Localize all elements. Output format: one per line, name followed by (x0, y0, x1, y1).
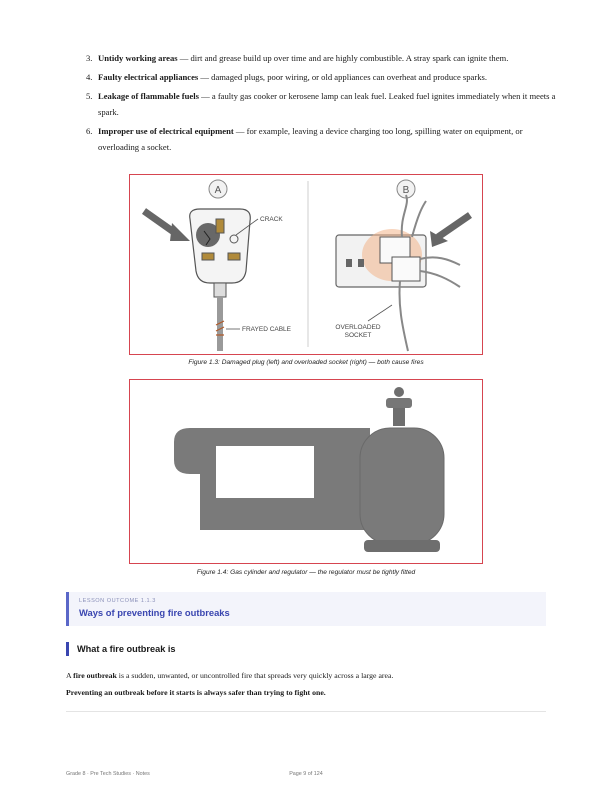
cylinder-neck (393, 408, 405, 426)
cylinder-base (364, 540, 440, 552)
cylinder-body (360, 428, 444, 544)
label-blank-panel (216, 446, 314, 498)
list-item (88, 50, 558, 66)
figure-plug-socket (129, 174, 483, 355)
overloaded-label-2: SOCKET (344, 332, 372, 339)
figure-caption: Figure 1.4: Gas cylinder and regulator — the regulator must be tightly fitted (196, 569, 416, 576)
crack-label: CRACK (260, 216, 283, 223)
list-text: — for example, leaving a device charging too long, spilling water on equipment, or overloading a socket. (98, 126, 523, 152)
plug-socket-illustration (130, 175, 481, 353)
regulator-valve (386, 398, 412, 408)
footer-left: Grade 8 · Pre Tech Studies · Notes (66, 771, 150, 777)
list-item (88, 69, 558, 85)
frayed-label: FRAYED CABLE (242, 326, 292, 333)
divider (66, 711, 546, 712)
figure-caption: Figure 1.3: Damaged plug (left) and overloaded socket (right) — both cause fires (188, 359, 424, 366)
figure-gas-cylinder (129, 379, 483, 564)
list-number: 3. (86, 53, 93, 63)
adapter-2 (392, 257, 420, 281)
definition-paragraph (66, 670, 546, 682)
list-text: — dirt and grease build up over time and are highly combustible. A stray spark can ignite them. (177, 53, 509, 63)
section-heading: What a fire outbreak is (66, 642, 176, 656)
label-b: B (402, 185, 410, 196)
list-lead: Improper use of electrical equipment (98, 126, 234, 136)
lesson-outcome-title: Ways of preventing fire outbreaks (79, 607, 230, 618)
overloaded-leader (368, 305, 392, 321)
socket-hole (358, 259, 364, 267)
list-text: — damaged plugs, poor wiring, or old appliances can overheat and produce sparks. (198, 72, 488, 82)
para-term: fire outbreak (73, 671, 117, 680)
plug-pin-live (202, 253, 214, 260)
lesson-outcome-tag: LESSON OUTCOME 1.1.3 (79, 598, 156, 604)
list-number: 4. (86, 72, 93, 82)
list-lead: Leakage of flammable fuels (98, 91, 199, 101)
overloaded-label-1: OVERLOADED (335, 324, 381, 331)
valve-knob (394, 387, 404, 397)
list-item (88, 123, 558, 155)
footer-page-number: Page 9 of 124 (289, 771, 323, 777)
list-lead: Untidy working areas (98, 53, 178, 63)
plug-pin-earth (216, 219, 224, 233)
plug-pin-neutral (228, 253, 240, 260)
causes-list (88, 50, 558, 158)
label-a: A (214, 185, 222, 196)
list-number: 6. (86, 126, 93, 136)
list-lead: Faulty electrical appliances (98, 72, 199, 82)
list-text: — a faulty gas cooker or kerosene lamp can leak fuel. Leaked fuel ignites immediately when it meets a spark. (98, 91, 556, 117)
arrow-head-icon (170, 223, 190, 241)
para-text: is a sudden, unwanted, or uncontrolled fire that spreads very quickly across a large area. (116, 671, 394, 680)
para-text: A (66, 671, 74, 680)
arrow-icon (438, 215, 470, 237)
emphasis-paragraph: Preventing an outbreak before it starts is always safer than trying to fight one. (66, 688, 326, 697)
socket-hole (346, 259, 352, 267)
plug-grip (214, 283, 226, 297)
gas-cylinder-illustration (130, 380, 481, 562)
list-number: 5. (86, 91, 93, 101)
list-item (88, 88, 558, 120)
lesson-outcome-box (66, 592, 546, 626)
